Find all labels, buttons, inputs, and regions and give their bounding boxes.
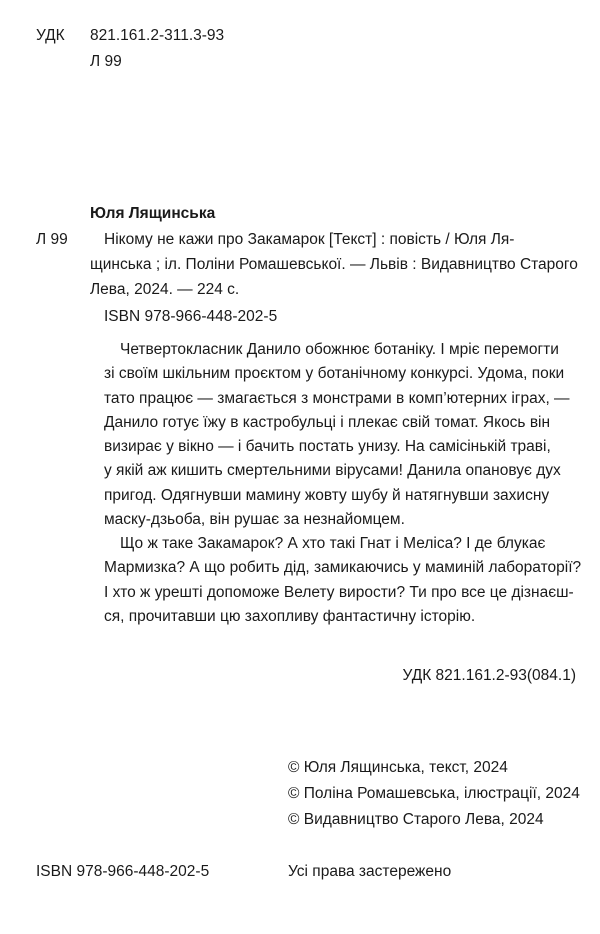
- annotation-line: зі своїм шкільним проєктом у ботанічному конкурсі. Удома, поки: [104, 365, 565, 383]
- author-mark-header: Л 99: [90, 53, 122, 70]
- annotation-paragraph-1: [104, 338, 586, 532]
- annotation-line: тато працює — змагається з монстрами в комп’ютерних іграх, —: [104, 389, 570, 407]
- annotation-line: І хто ж урешті допоможе Велету вирости? Ти про все це дізнаєш-: [104, 583, 574, 601]
- annotation-paragraph-2: [104, 532, 586, 629]
- annotation-line: маску-дзьоба, він рушає за незнайомцем.: [104, 511, 405, 529]
- annotation-line: у якій аж кишить смертельними вірусами! Данила опановує дух: [104, 462, 561, 480]
- udk-bottom: УДК 821.161.2-93(084.1): [402, 667, 576, 684]
- footer-rights: Усі права застережено: [288, 863, 452, 880]
- catalog-description-line: щинська ; іл. Поліни Ромашевської. — Львів : Видавництво Старого: [90, 256, 578, 273]
- catalog-description-line: Нікому не кажи про Закамарок [Текст] : повість / Юля Ля-: [104, 231, 515, 248]
- copyright-line: © Юля Лящинська, текст, 2024: [288, 759, 508, 776]
- annotation-line: пригод. Одягнувши мамину жовту шубу й натягнувши захисну: [104, 486, 550, 504]
- catalog-isbn: ISBN 978-966-448-202-5: [104, 308, 278, 325]
- footer-isbn: ISBN 978-966-448-202-5: [36, 863, 210, 880]
- annotation-line: ся, прочитавши цю захопливу фантастичну історію.: [104, 607, 476, 625]
- annotation-line: визирає у вікно — і бачить постать унизу. На самісінькій траві,: [104, 438, 551, 456]
- annotation-line: Данило готує їжу в кастробульці і плекає свій томат. Якось він: [104, 413, 551, 431]
- annotation-line: Мармизка? А що робить дід, замикаючись у маминій лабораторії?: [104, 559, 582, 577]
- catalog-author-mark: Л 99: [36, 231, 68, 248]
- catalog-author: Юля Лящинська: [90, 205, 216, 222]
- udk-label: УДК: [36, 27, 65, 44]
- udk-code: 821.161.2-311.3-93: [90, 27, 225, 44]
- catalog-description-line: Лева, 2024. — 224 с.: [90, 281, 240, 298]
- copyright-line: © Видавництво Старого Лева, 2024: [288, 811, 544, 828]
- annotation-line: Що ж таке Закамарок? А хто такі Гнат і Меліса? І де блукає: [120, 535, 546, 552]
- annotation-line: Четвертокласник Данило обожнює ботаніку. І мріє перемогти: [120, 341, 559, 358]
- copyright-line: © Поліна Ромашевська, ілюстрації, 2024: [288, 785, 580, 802]
